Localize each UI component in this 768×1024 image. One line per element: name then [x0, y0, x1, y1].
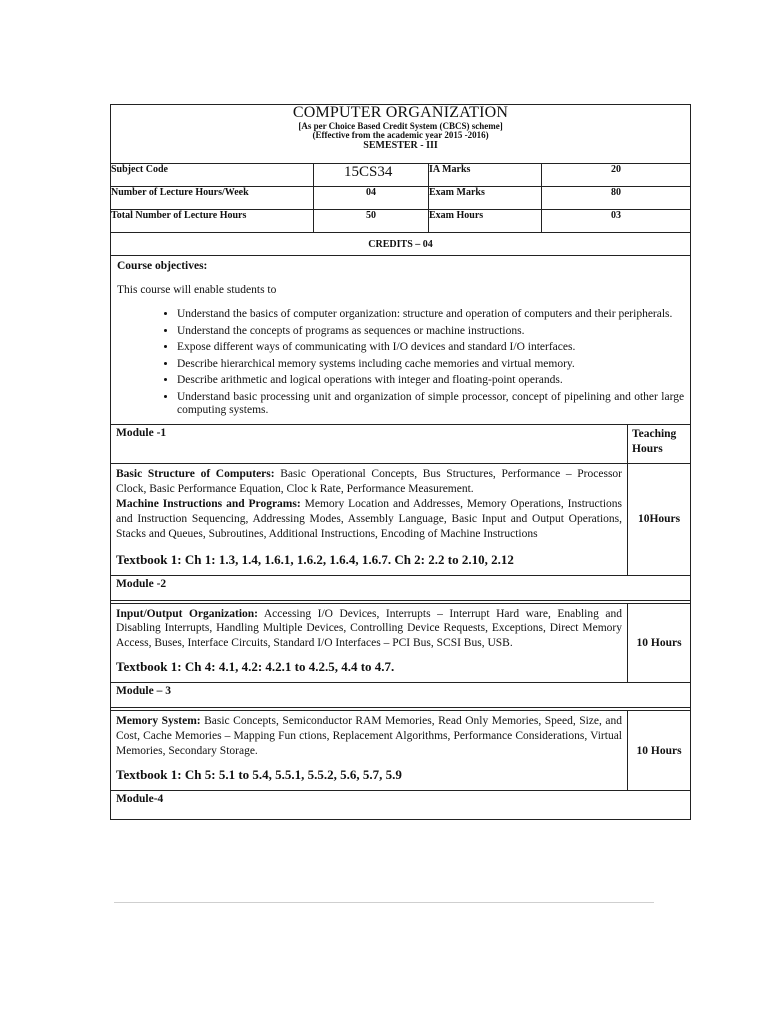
- module-2-textbook: Textbook 1: Ch 4: 4.1, 4.2: 4.2.1 to 4.2.5, 4.4 to 4.7.: [116, 659, 395, 675]
- info-row-3: [111, 210, 691, 233]
- lecture-hours-week-label: Number of Lecture Hours/Week: [111, 187, 314, 210]
- objective-item: • Understand the concepts of programs as sequences or machine instructions.: [177, 325, 684, 339]
- scheme-line: [As per Choice Based Credit System (CBCS) scheme]: [298, 120, 503, 131]
- syllabus-document: [110, 104, 690, 820]
- module-1-para-1: [116, 467, 622, 497]
- module-3-label: Module – 3: [111, 683, 691, 708]
- credits-label: CREDITS – 04: [111, 233, 691, 256]
- subject-code-label: Subject Code: [111, 164, 314, 187]
- module-2-heading-1: Input/Output Organization:: [116, 607, 258, 620]
- objective-item: • Describe hierarchical memory systems including cache memories and virtual memory.: [177, 358, 684, 372]
- header-cell: [111, 105, 691, 164]
- objectives-list: [117, 308, 684, 418]
- objectives-row: [111, 256, 691, 425]
- module-1-content: [111, 463, 628, 575]
- module-4-label: Module-4: [111, 790, 691, 819]
- module-1-heading-2: Machine Instructions and Programs:: [116, 497, 301, 510]
- total-lecture-hours-value: 50: [314, 210, 429, 233]
- module-1-text-1: Basic Operational Concepts, Bus Structures, Performance – Processor Clock, Basic Performance Equation, Cloc k Rate, Performance Measurement.: [116, 467, 622, 495]
- module-3-hours: 10 Hours: [628, 711, 691, 791]
- effective-line: (Effective from the academic year 2015 -2016): [312, 130, 489, 141]
- objectives-cell: [111, 256, 691, 425]
- total-lecture-hours-label: Total Number of Lecture Hours: [111, 210, 314, 233]
- module-3-content-row: [111, 711, 691, 791]
- module-3-para-1: [116, 714, 622, 759]
- ia-marks-label: IA Marks: [429, 164, 542, 187]
- ia-marks-value: 20: [542, 164, 691, 187]
- teaching-hours-label: Teaching Hours: [628, 424, 691, 463]
- module-1-heading-1: Basic Structure of Computers:: [116, 467, 275, 480]
- module-2-para-1: [116, 607, 622, 652]
- objective-item: • Expose different ways of communicating with I/O devices and standard I/O interfaces.: [177, 341, 684, 355]
- subject-code-value: 15CS34: [314, 164, 429, 187]
- objective-item: • Describe arithmetic and logical operations with integer and floating-point operands.: [177, 374, 684, 388]
- module-2-content-row: [111, 603, 691, 683]
- module-1-para-2: [116, 497, 622, 542]
- exam-hours-value: 03: [542, 210, 691, 233]
- syllabus-table: [110, 104, 691, 820]
- module-1-content-row: [111, 463, 691, 575]
- course-title: COMPUTER ORGANIZATION: [292, 104, 509, 121]
- exam-marks-value: 80: [542, 187, 691, 210]
- module-2-hours: 10 Hours: [628, 603, 691, 683]
- module-1-header-row: [111, 424, 691, 463]
- objectives-intro: This course will enable students to: [117, 284, 277, 296]
- module-3-text-1: Basic Concepts, Semiconductor RAM Memories, Read Only Memories, Speed, Size, and Cost, Cache Memories – Mapping Fun ctions, Replacement Algorithms, Performance Considerations, Virtual Memories, Secondary Storage.: [116, 715, 622, 758]
- semester-label: SEMESTER - III: [363, 139, 438, 151]
- module-4-header-row: [111, 790, 691, 819]
- credits-row: [111, 233, 691, 256]
- header-row: [111, 105, 691, 164]
- objective-item: • Understand basic processing unit and organization of simple processor, concept of pipelining and other large computing systems.: [177, 391, 684, 418]
- page-divider: [114, 902, 654, 903]
- module-1-hours: 10Hours: [628, 463, 691, 575]
- exam-hours-label: Exam Hours: [429, 210, 542, 233]
- module-3-heading-1: Memory System:: [116, 715, 201, 728]
- module-2-header-row: [111, 575, 691, 600]
- objective-item: • Understand the basics of computer organization: structure and operation of computers and their peripherals.: [177, 308, 684, 322]
- module-2-text-1: Accessing I/O Devices, Interrupts – Interrupt Hard ware, Enabling and Disabling Interrupts, Handling Multiple Devices, Controlling Device Requests, Exceptions, Direct Memory Access, Buses, Interface Circuits, Standard I/O Interfaces – PCI Bus, SCSI Bus, USB.: [116, 607, 622, 650]
- module-3-content: [111, 711, 628, 791]
- info-row-1: [111, 164, 691, 187]
- module-2-label: Module -2: [111, 575, 691, 600]
- module-2-content: [111, 603, 628, 683]
- module-3-header-row: [111, 683, 691, 708]
- lecture-hours-week-value: 04: [314, 187, 429, 210]
- module-1-textbook: Textbook 1: Ch 1: 1.3, 1.4, 1.6.1, 1.6.2, 1.6.4, 1.6.7. Ch 2: 2.2 to 2.10, 2.12: [116, 551, 514, 567]
- module-1-label: Module -1: [111, 424, 628, 463]
- info-row-2: [111, 187, 691, 210]
- objectives-heading: Course objectives:: [117, 260, 208, 272]
- module-3-textbook: Textbook 1: Ch 5: 5.1 to 5.4, 5.5.1, 5.5.2, 5.6, 5.7, 5.9: [116, 767, 402, 783]
- exam-marks-label: Exam Marks: [429, 187, 542, 210]
- module-1-text-2: Memory Location and Addresses, Memory Operations, Instructions and Instruction Sequencing, Addressing Modes, Assembly Language, Basic Input and Output Operations, Stacks and Queues, Subroutines, Additional Instructions, Encoding of Machine Instructions: [116, 497, 622, 540]
